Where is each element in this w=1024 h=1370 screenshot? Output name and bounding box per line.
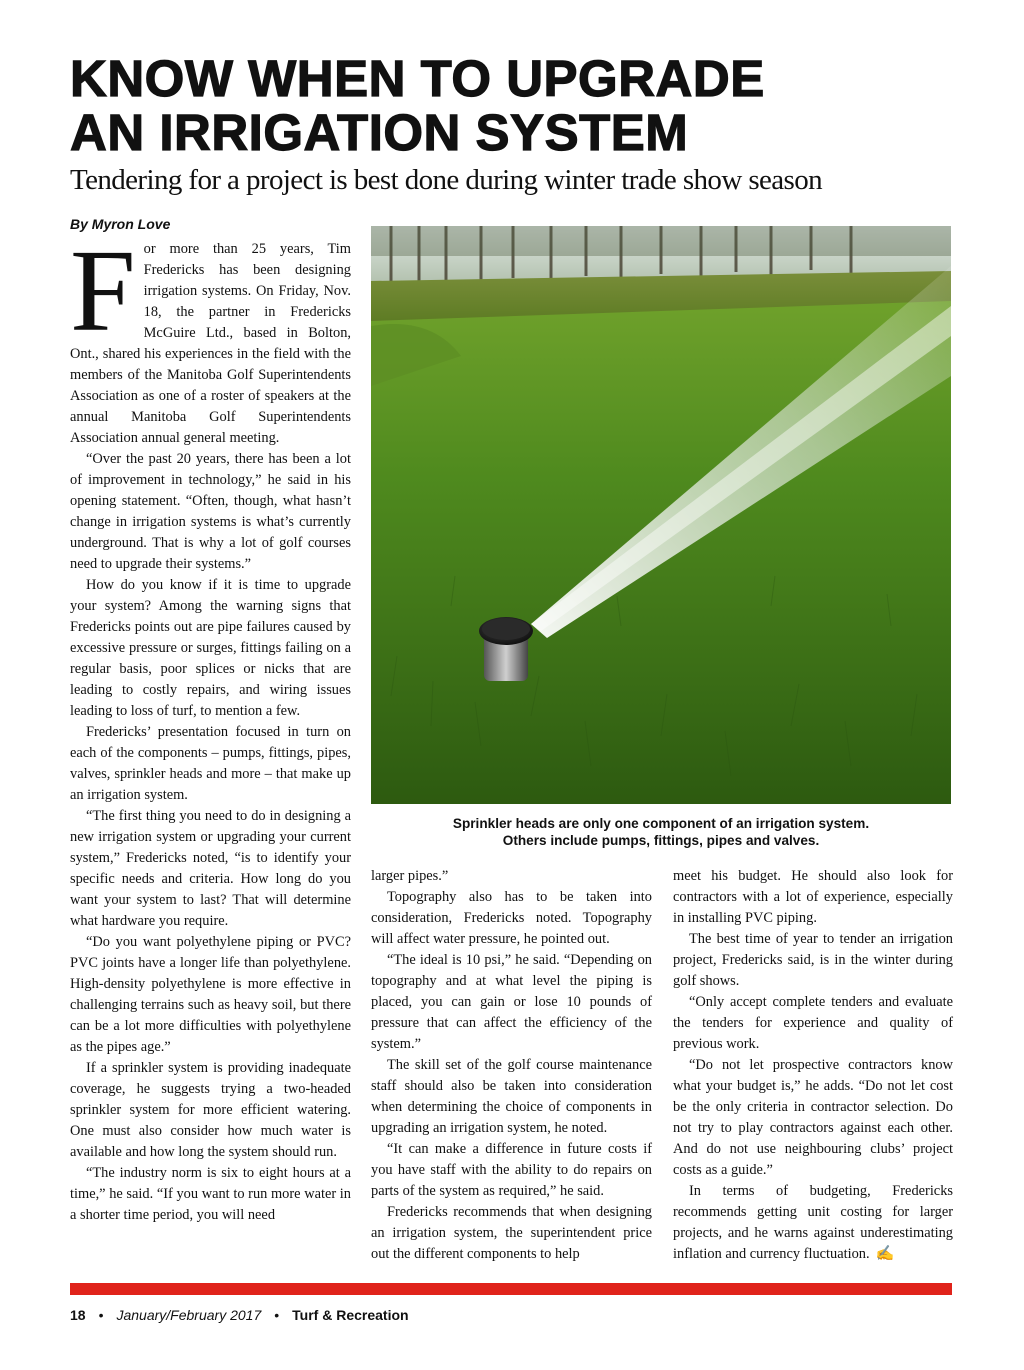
headline <box>70 52 970 160</box>
end-mark-icon: ✍ <box>875 1246 895 1262</box>
paragraph: larger pipes.” <box>371 868 449 884</box>
paragraph-text: or more than 25 years, Tim Fredericks has been designing irrigation systems. On Friday, Nov. 18, the partner in Fredericks McGuire Ltd., based in Bolton, Ont., shared his experiences in the field with the members of the Manitoba Golf Superintendents Association as one of a roster of speakers at the annual Manitoba Golf Superintendents Association annual general meeting. <box>70 241 351 446</box>
headline-line-1: KNOW WHEN TO UPGRADE <box>70 50 765 107</box>
page-number: 18 <box>70 1307 86 1323</box>
photo-caption <box>371 815 951 849</box>
paragraph: “It can make a difference in future costs if you have staff with the ability to do repairs on parts of the system as required,” he said. <box>371 1141 652 1199</box>
paragraph-intro <box>70 225 351 449</box>
magazine-name: Turf & Recreation <box>292 1307 409 1323</box>
paragraph: Fredericks recommends that when designing an irrigation system, the superintendent price out the different components to help <box>371 1204 652 1262</box>
paragraph: meet his budget. He should also look for contractors with a lot of experience, especially in installing PVC piping. <box>673 868 953 926</box>
paragraph: “Only accept complete tenders and evaluate the tenders for experience and quality of previous work. <box>673 994 953 1052</box>
headline-line-2: AN IRRIGATION SYSTEM <box>70 104 689 161</box>
drop-cap: F <box>70 225 136 356</box>
paragraph: Fredericks’ presentation focused in turn on each of the components – pumps, fittings, pipes, valves, sprinkler heads and more – that make up an irrigation system. <box>70 724 351 803</box>
paragraph: “The ideal is 10 psi,” he said. “Depending on topography and at what level the piping is placed, you can gain or lose 10 pounds of pressure that can affect the efficiency of the system.” <box>371 952 652 1052</box>
article-column-1 <box>70 225 351 1226</box>
paragraph: “The first thing you need to do in designing a new irrigation system or upgrading your current system,” Fredericks noted, “is to identify your specific needs and criteria. How long do you want your system to last? That will determine what hardware you require. <box>70 808 351 929</box>
paragraph: “Over the past 20 years, there has been a lot of improvement in technology,” he said in his opening statement. “Often, though, what hasn’t change in irrigation systems is what’s currently underground. That is why a lot of golf courses need to upgrade their systems.” <box>70 451 351 572</box>
paragraph: “The industry norm is six to eight hours at a time,” he said. “If you want to run more water in a shorter time period, you will need <box>70 1165 351 1223</box>
caption-line-1: Sprinkler heads are only one component of an irrigation system. <box>452 816 870 831</box>
footer-rule <box>70 1283 952 1295</box>
paragraph: How do you know if it is time to upgrade your system? Among the warning signs that Fredericks points out are pipe failures caused by excessive pressure or surges, fittings failing on a regular basis, poor splices or nicks that are leading to costly repairs, and wiring issues leading to loss of turf, to mention a few. <box>70 577 351 719</box>
footer-separator: • <box>274 1307 280 1323</box>
paragraph: Topography also has to be taken into consideration, Fredericks noted. Topography will affect water pressure, he pointed out. <box>371 889 652 947</box>
paragraph: “Do not let prospective contractors know what your budget is,” he adds. “Do not let cost be the only criteria in contractor selection. Do not try to play contractors against each other. And do not use neighbouring clubs’ project costs as a guide.” <box>673 1057 953 1178</box>
byline: By Myron Love <box>70 216 171 232</box>
paragraph-final <box>673 1181 953 1265</box>
caption-line-2: Others include pumps, fittings, pipes and valves. <box>502 833 820 848</box>
footer-separator: • <box>98 1307 104 1323</box>
paragraph: The skill set of the golf course maintenance staff should also be taken into consideration when determining the choice of components in upgrading an irrigation system, he noted. <box>371 1057 652 1136</box>
paragraph: If a sprinkler system is providing inadequate coverage, he suggests trying a two-headed sprinkler system for more efficient watering. One must also consider how much water is available and how long the system should run. <box>70 1060 351 1160</box>
sprinkler-image <box>371 226 951 804</box>
subheadline: Tendering for a project is best done during winter trade show season <box>70 164 823 196</box>
sprinkler-photo <box>371 226 951 804</box>
article-column-3 <box>673 866 953 1265</box>
paragraph: The best time of year to tender an irrigation project, Fredericks said, is in the winter during golf shows. <box>673 931 953 989</box>
issue-date: January/February 2017 <box>116 1307 262 1323</box>
paragraph-text: In terms of budgeting, Fredericks recommends getting unit costing for larger projects, and he warns against underestimating inflation and currency fluctuation. <box>673 1183 953 1262</box>
article-column-2 <box>371 866 652 1265</box>
page-footer <box>70 1307 409 1323</box>
paragraph: “Do you want polyethylene piping or PVC? PVC joints have a longer life than polyethylene. High-density polyethylene is more effective in challenging terrains such as heavy soil, but there can be a lot more difficulties with polyethylene as the pipes age.” <box>70 934 351 1055</box>
